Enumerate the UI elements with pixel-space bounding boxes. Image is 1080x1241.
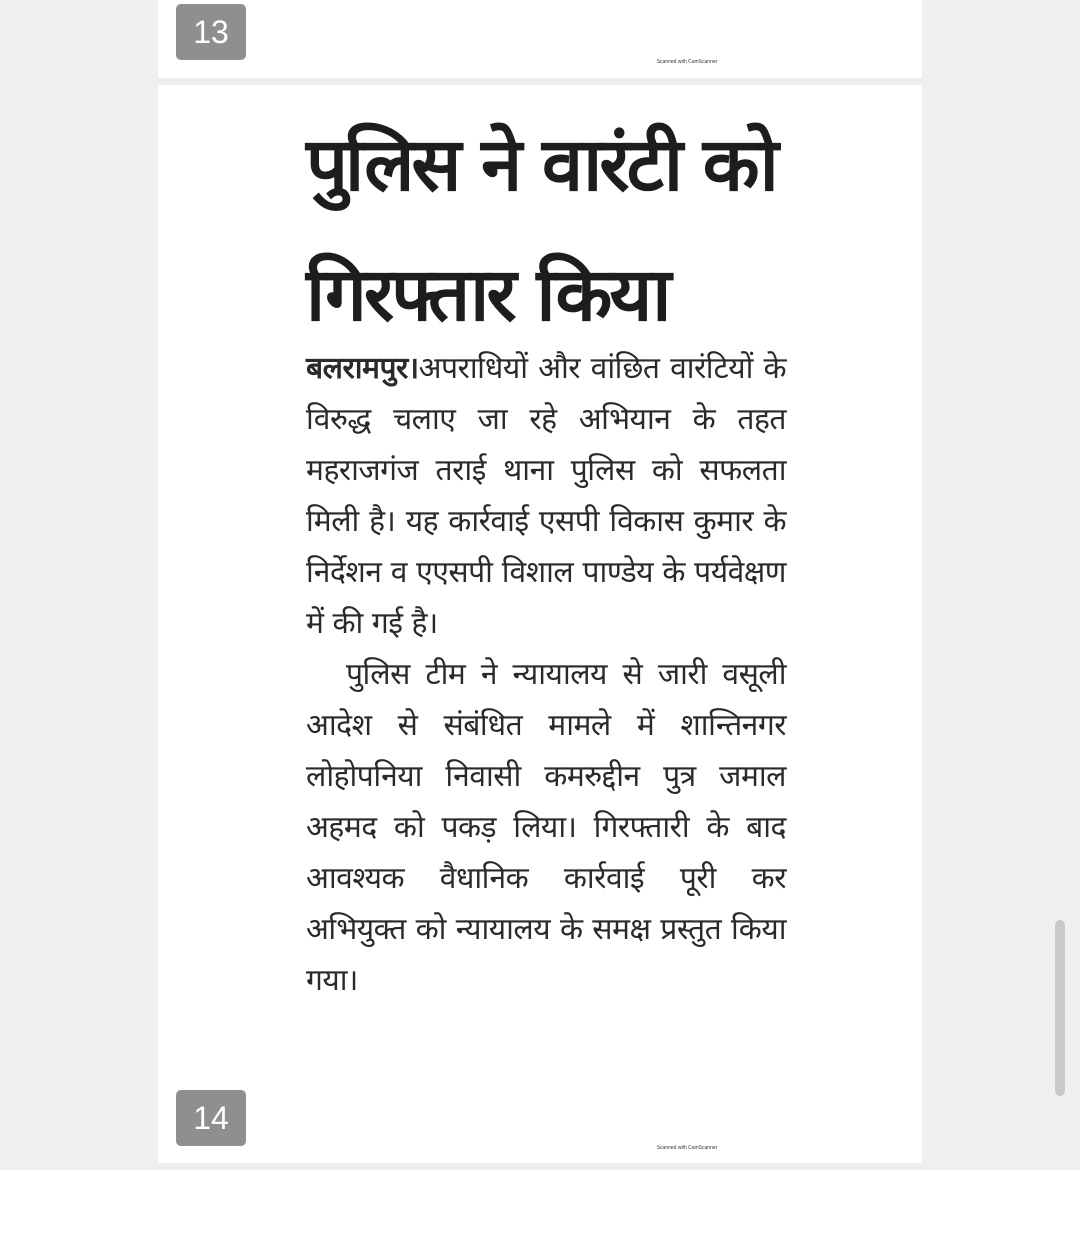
page-13 xyxy=(158,0,922,78)
page-number-badge: 13 xyxy=(176,4,246,60)
page-number-badge: 14 xyxy=(176,1090,246,1146)
headline-line: गिरफ्तार किया xyxy=(306,252,669,338)
news-article xyxy=(306,100,788,360)
scan-watermark: Scanned with CamScanner xyxy=(656,59,718,65)
headline-line: पुलिस ने वारंटी को xyxy=(306,122,776,208)
paragraph-text: अपराधियों और वांछित वारंटियों के विरुद्ध चलाए जा रहे अभियान के तहत महराजगंज तराई थाना पुलिस को सफलता मिली है। यह कार्रवाई एसपी विकास कुमार के निर्देशन व एएसपी विशाल पाण्डेय के पर्यवेक्षण में की गई है। xyxy=(306,351,786,641)
scan-watermark: Scanned with CamScanner xyxy=(656,1145,718,1151)
article-dateline: बलरामपुर। xyxy=(306,351,419,386)
vertical-scrollbar[interactable] xyxy=(1055,920,1065,1096)
article-paragraph xyxy=(306,343,786,649)
article-headline xyxy=(306,100,788,360)
article-body xyxy=(306,343,786,1006)
article-paragraph: पुलिस टीम ने न्यायालय से जारी वसूली आदेश से संबंधित मामले में शान्तिनगर लोहोपनिया निवासी कमरुद्दीन पुत्र जमाल अहमद को पकड़ लिया। गिरफ्तारी के बाद आवश्यक वैधानिक कार्रवाई पूरी कर अभियुक्त को न्यायालय के समक्ष प्रस्तुत किया गया। xyxy=(306,657,786,998)
